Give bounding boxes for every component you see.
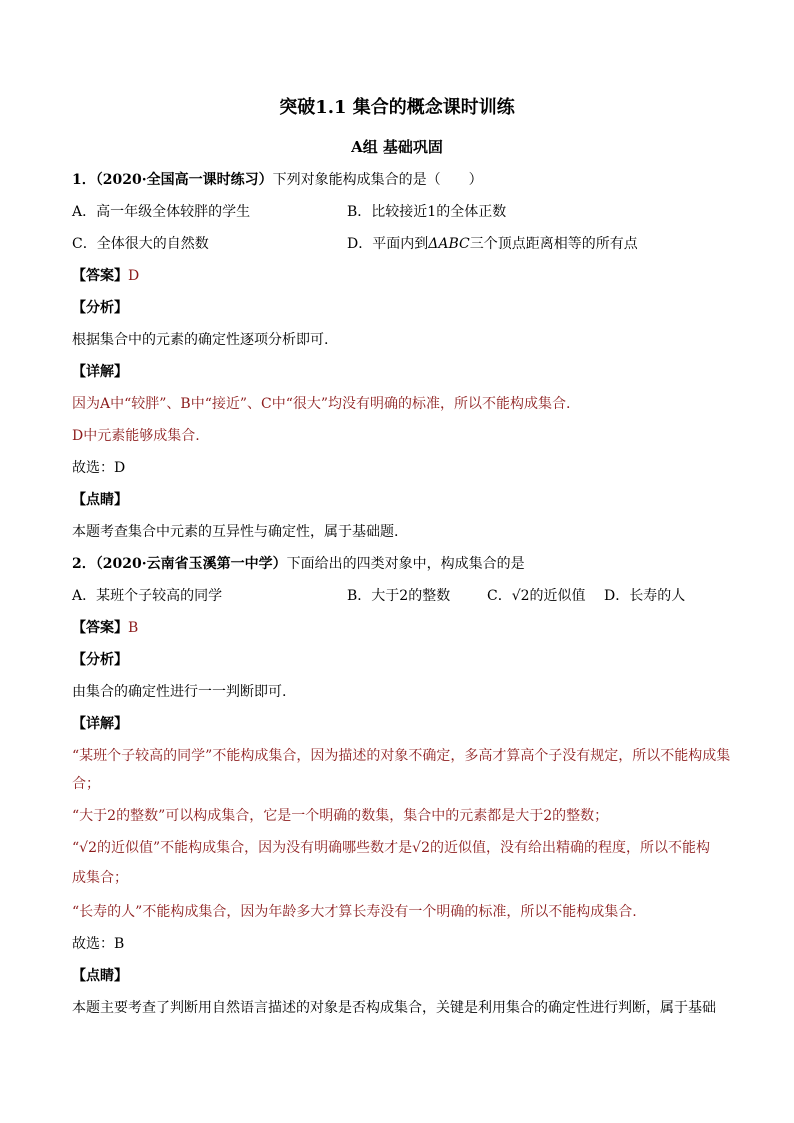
q1-source: （2020·全国高一课时练习） (95, 172, 273, 188)
q2-detail-line-1b: 合； (72, 776, 100, 792)
q2-analysis: 由集合的确定性进行一一判断即可. (72, 684, 287, 700)
q2-detail-line-3b: 成集合； (72, 870, 128, 886)
q2-answer (72, 619, 138, 637)
q2-option-b: B．大于2的整数 (347, 588, 451, 604)
answer-tag: 【答案】 (72, 268, 128, 284)
q1-option-a: A．高一年级全体较胖的学生 (72, 204, 251, 220)
q1-detail-line-1: 因为A中“较胖”、B中“接近”、C中“很大”均没有明确的标准，所以不能构成集合. (72, 396, 571, 412)
q2-option-d: D．长寿的人 (604, 588, 686, 604)
q2-comment-tag: 【点睛】 (72, 968, 128, 984)
q2-source: （2020·云南省玉溪第一中学） (95, 556, 287, 572)
q1-stem (72, 171, 483, 189)
q2-number: 2． (72, 556, 96, 572)
q2-detail-tag: 【详解】 (72, 716, 128, 732)
q1-option-b: B．比较接近1的全体正数 (347, 204, 507, 220)
q2-stem-text: 下面给出的四类对象中，构成集合的是 (286, 556, 525, 572)
q1-comment: 本题考查集合中元素的互异性与确定性，属于基础题. (72, 524, 399, 540)
q2-choice: 故选：B (72, 936, 125, 952)
q2-sqrt-math: √2 (79, 840, 97, 856)
q1-number: 1． (72, 172, 96, 188)
q2-detail-line-2: “大于2的整数”可以构成集合，它是一个明确的数集，集合中的元素都是大于2的整数； (72, 808, 609, 824)
q2-detail-line-4: “长寿的人”不能构成集合，因为年龄多大才算长寿没有一个明确的标准，所以不能构成集合. (72, 904, 637, 920)
q1-option-d: D．平面内到ΔABC三个顶点距离相等的所有点 (347, 236, 638, 252)
q1-analysis-tag: 【分析】 (72, 300, 128, 316)
q2-detail-line-3: “√2的近似值”不能构成集合，因为没有明确哪些数才是√2的近似值，没有给出精确的程度，所以不能构 (72, 840, 710, 856)
q1-detail-line-2: D中元素能够成集合. (72, 428, 200, 444)
q1-comment-tag: 【点睛】 (72, 492, 128, 508)
q1-detail-tag: 【详解】 (72, 364, 128, 380)
answer-value: B (128, 620, 139, 636)
group-heading: A组 基础巩固 (351, 138, 443, 156)
q2-detail-line-1a: “某班个子较高的同学”不能构成集合，因为描述的对象不确定，多高才算高个子没有规定，所以不能构成集 (72, 748, 731, 764)
answer-value: D (128, 268, 140, 284)
q2-stem (72, 555, 525, 573)
q2-analysis-tag: 【分析】 (72, 652, 128, 668)
page-title: 突破1.1 集合的概念课时训练 (279, 97, 515, 118)
q2-sqrt-math: √2 (511, 588, 530, 604)
q1-choice: 故选：D (72, 460, 126, 476)
q1-option-c: C．全体很大的自然数 (72, 236, 209, 252)
q2-comment: 本题主要考查了判断用自然语言描述的对象是否构成集合，关键是利用集合的确定性进行判断，属于基础 (72, 1000, 716, 1016)
q1-triangle-math: ΔABC (428, 236, 470, 252)
q1-answer (72, 267, 139, 285)
q1-analysis: 根据集合中的元素的确定性逐项分析即可. (72, 332, 329, 348)
q2-option-c: C．√2的近似值 (487, 588, 586, 604)
answer-tag: 【答案】 (72, 620, 128, 636)
q1-stem-text: 下列对象能构成集合的是（ ） (272, 172, 483, 188)
q2-option-a: A．某班个子较高的同学 (72, 588, 223, 604)
q2-sqrt-math: √2 (412, 840, 430, 856)
